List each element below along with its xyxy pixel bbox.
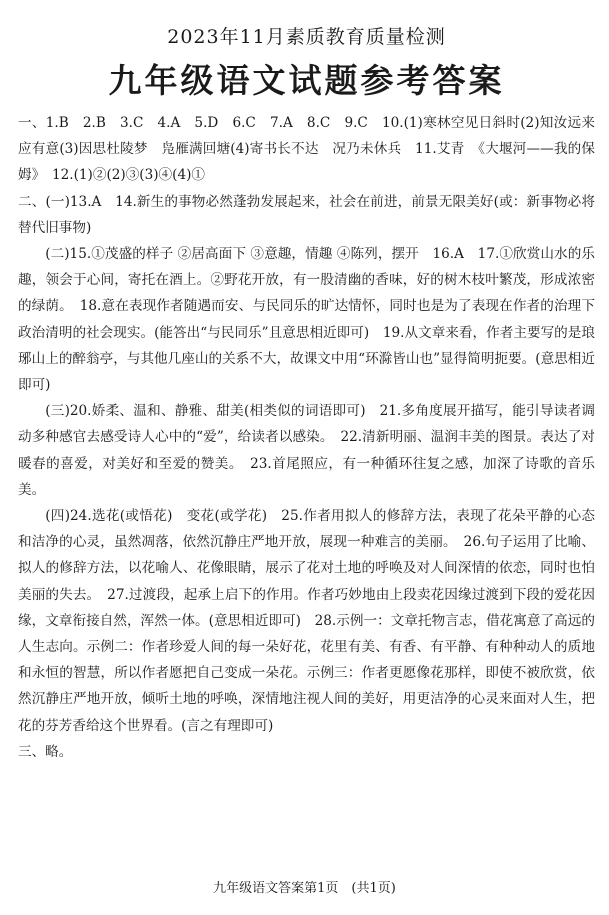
section-2-part-1-answers: 二、(一)13.A 14.新生的事物必然蓬勃发展起来，社会在前进，前景无限美好(或：新事物必将替代旧事物) [18,193,595,236]
exam-title: 2023年11月素质教育质量检测 [167,26,446,48]
answer-content [18,110,595,765]
section-2-part-3-answers: (三)20.娇柔、温和、静雅、甜美(相类似的词语即可) 21.多角度展开描写，能引导读者调动多种感官去感受诗人心中的“爱”，给读者以感染。 22.清新明丽、温润丰美的图景。表达了对暖春的喜爱，对美好和至爱的赞美。 23.首尾照应，有一种循环往复之感，加深了诗歌的音乐美。 [18,403,595,498]
section-2-part-2-answers: (二)15.①茂盛的样子 ②居高面下 ③意趣，情趣 ④陈列，摆开 16.A 17.①欣赏山水的乐趣，领会于心间，寄托在酒上。②野花开放，有一股清幽的香味，好的树木枝叶繁茂，形成浓密的绿荫。 18.意在表现作者随遇而安、与民同乐的旷达情怀，同时也是为了表现在作者的治理下政治清明的社会现实。(能答出“与民同乐”且意思相近即可) 19.从文章来看，作者主要写的是琅琊山上的醉翁亭，与其他几座山的关系不大，故课文中用“环滁皆山也”显得简明扼要。(意思相近即可) [18,246,595,394]
section-2-part-4-answers: (四)24.选花(或悟花) 变花(或学花) 25.作者用拟人的修辞方法，表现了花朵平静的心态和洁净的心灵，虽然凋落，依然沉静庄严地开放，展现一种难言的美丽。 26.句子运用了比喻、拟人的修辞方法，以花喻人、花像眼睛，展示了花对土地的呼唤及对人间深情的依恋，同时也怕美丽的失去。 27.过渡段，起承上启下的作用。作者巧妙地由上段卖花因缘过渡到下段的爱花因缘，文章衔接自然，浑然一体。(意思相近即可) 28.示例一：文章托物言志，借花寓意了高远的人生志向。示例二：作者珍爱人间的每一朵好花，花里有美、有香、有平静、有种种动人的质地和永恒的智慧，所以作者愿把自己变成一朵花。示例三：作者更愿像花那样，即使不被欣赏，依然沉静庄严地开放，倾听土地的呼唤，深情地注视人间的美好，用更洁净的心灵来面对人生，把花的芬芳香给这个世界看。(言之有理即可) [18,508,595,734]
section-1-answers: 一、1.B 2.B 3.C 4.A 5.D 6.C 7.A 8.C 9.C 10.(1)寒林空见日斜时(2)知汝远来应有意(3)因思杜陵梦 凫雁满回塘(4)寄书长不达 况乃未休兵 11.艾青 《大堰河——我的保姆》 12.(1)②(2)③(3)④(4)① [18,115,595,184]
document-title: 九年级语文试题参考答案 [108,61,505,100]
page-footer: 九年级语文答案第1页 (共1页) [213,881,396,896]
section-3-answers: 三、略。 [18,743,73,760]
